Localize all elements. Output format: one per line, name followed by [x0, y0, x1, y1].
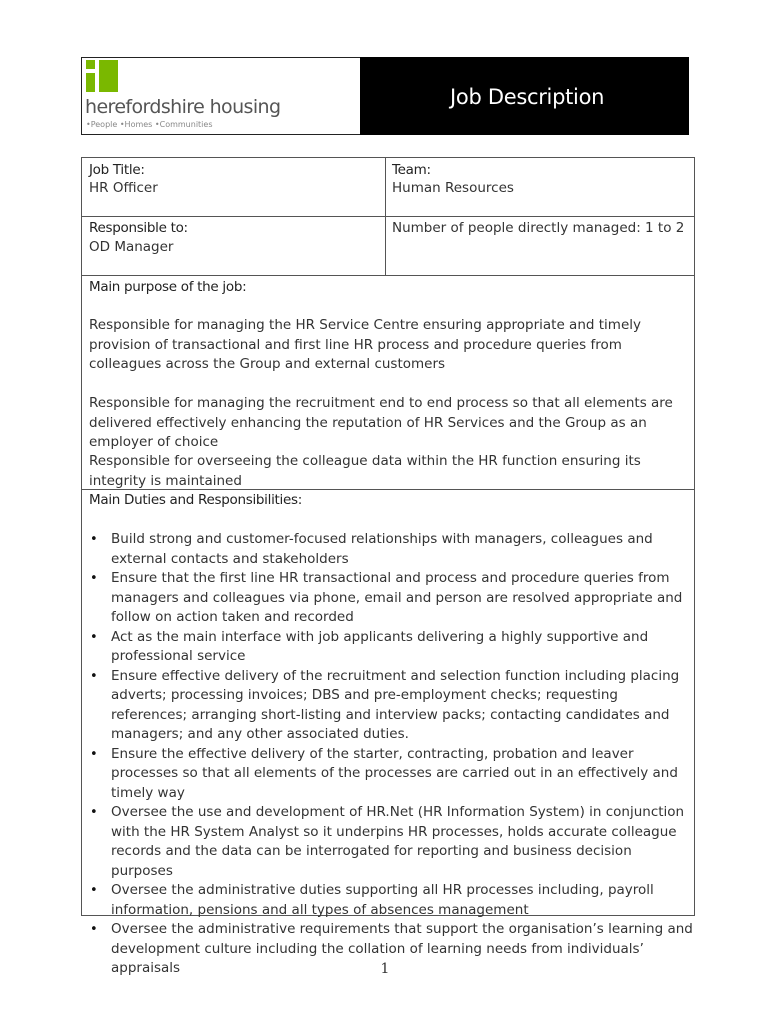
- logo-mark-icon: [86, 60, 118, 92]
- document-header: [81, 57, 689, 135]
- list-item: • Build strong and customer-focused relationships with managers, colleagues and external contacts and stakeholders: [89, 530, 694, 569]
- purpose-paragraph: Responsible for overseeing the colleague data within the HR function ensuring its integrity is maintained: [89, 453, 641, 489]
- people-managed: Number of people directly managed: 1 to 2: [392, 220, 685, 236]
- duties-list: [89, 530, 694, 979]
- responsible-to-label: Responsible to:: [89, 220, 188, 236]
- list-item: • Ensure effective delivery of the recruitment and selection function including placing adverts; processing invoices; DBS and pre-employment checks; requesting references; arranging short-listing and interview packs; contacting candidates and managers; and any other associated duties.: [89, 667, 694, 745]
- responsible-to-value: OD Manager: [89, 239, 174, 255]
- logo-tagline: •People •Homes •Communities: [86, 120, 213, 129]
- team-label: Team:: [392, 162, 431, 178]
- column-divider: [385, 158, 386, 275]
- job-title-label: Job Title:: [89, 162, 145, 178]
- list-item: • Oversee the administrative duties supporting all HR processes including, payroll information, pensions and all types of absences management: [89, 881, 694, 920]
- list-item: • Ensure that the first line HR transactional and process and procedure queries from managers and colleagues via phone, email and person are resolved appropriate and follow on action taken and recorded: [89, 569, 694, 628]
- logo-name: herefordshire housing: [85, 96, 281, 118]
- purpose-paragraph: Responsible for managing the HR Service Centre ensuring appropriate and timely provision of transactional and first line HR process and procedure queries from colleagues across the Group and external customers: [89, 317, 641, 372]
- main-duties-heading: Main Duties and Responsibilities:: [89, 492, 302, 508]
- logo: [82, 58, 360, 134]
- purpose-paragraph: Responsible for managing the recruitment end to end process so that all elements are delivered effectively enhancing the reputation of HR Services and the Group as an employer of choice: [89, 395, 673, 450]
- main-purpose-heading: Main purpose of the job:: [89, 279, 247, 295]
- list-item: • Ensure the effective delivery of the starter, contracting, probation and leaver processes so that all elements of the processes are carried out in an effectively and timely way: [89, 745, 694, 804]
- job-description-table: [81, 157, 695, 976]
- list-item: • Oversee the use and development of HR.Net (HR Information System) in conjunction with the HR System Analyst so it underpins HR processes, holds accurate colleague records and the data can be interrogated for reporting and business decision purposes: [89, 803, 694, 881]
- page-number: 1: [380, 961, 390, 977]
- team-value: Human Resources: [392, 180, 514, 196]
- row-divider: [82, 275, 694, 276]
- list-item: • Oversee the administrative requirements that support the organisation’s learning and development culture including the collation of learning needs from individuals’ appraisals: [89, 920, 694, 979]
- document-title: Job Description: [450, 85, 605, 109]
- job-title-value: HR Officer: [89, 180, 158, 196]
- row-divider: [82, 216, 694, 217]
- title-banner: [360, 57, 689, 135]
- list-item: • Act as the main interface with job applicants delivering a highly supportive and professional service: [89, 628, 694, 667]
